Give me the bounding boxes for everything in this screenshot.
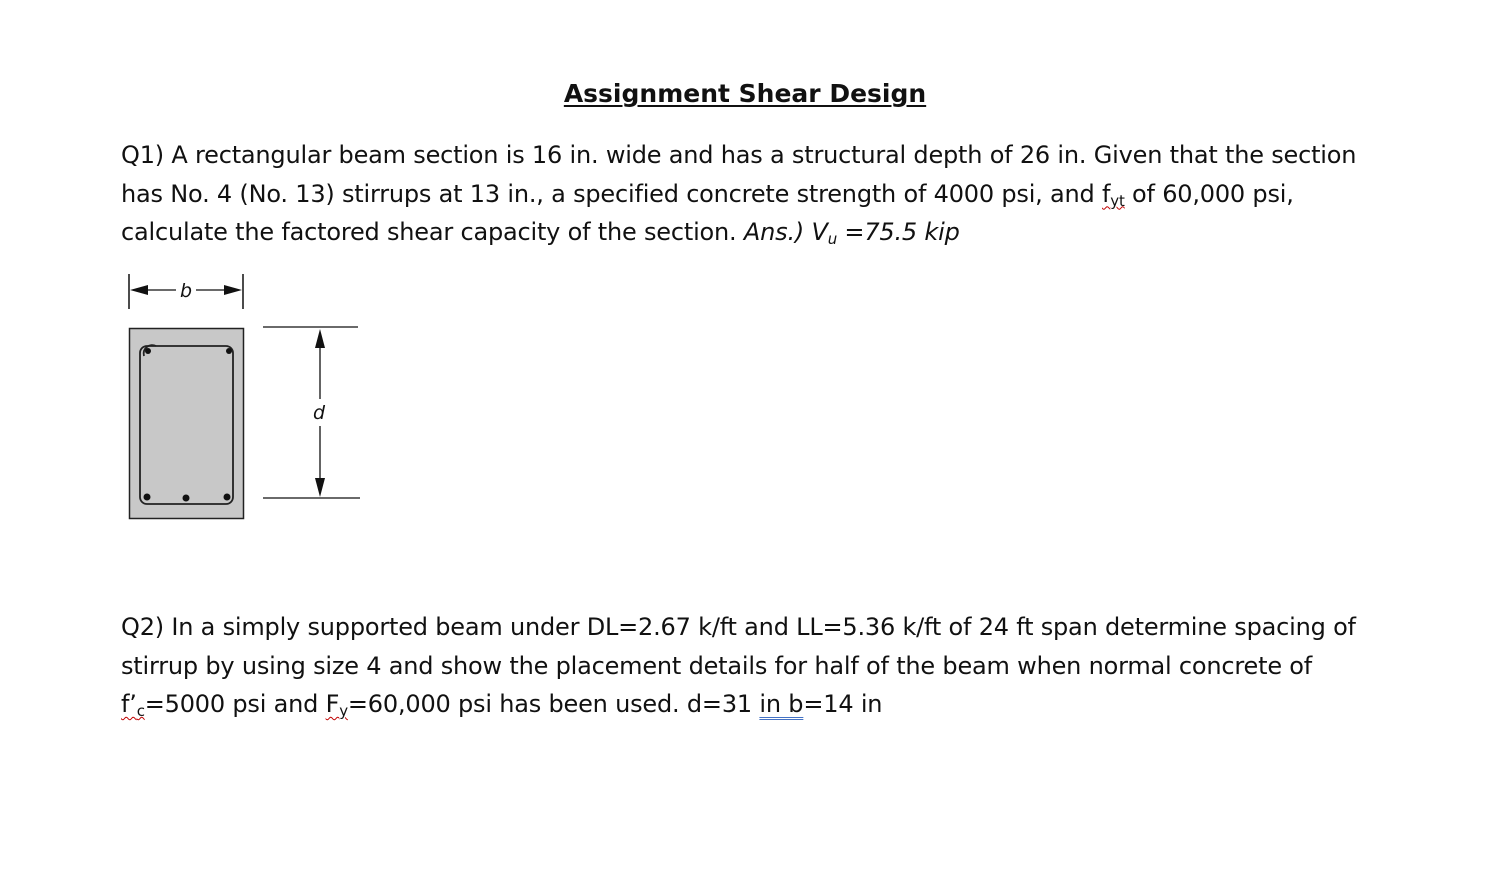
width-arrow-left-icon: [130, 285, 148, 295]
depth-label: d: [312, 402, 326, 424]
q1-line-3-text: calculate the factored shear capacity of the section.: [121, 218, 744, 246]
top-rebar-right: [226, 348, 232, 354]
fc-sub: c: [136, 702, 145, 720]
q2-line-3-a: =5000 psi and: [144, 690, 326, 718]
beam-concrete-section: [130, 329, 244, 519]
document-title: [0, 78, 1490, 110]
q1-line-2-text: has No. 4 (No. 13) stirrups at 13 in., a specified concrete strength of 4000 psi, and: [121, 179, 1103, 208]
q1-line-3: [121, 213, 1381, 252]
q2-line-2: stirrup by using size 4 and show the placement details for half of the beam when normal concrete of: [121, 651, 1313, 680]
answer-label: Ans.) V: [743, 218, 828, 246]
beam-section-figure: [120, 266, 370, 526]
fyt-main: f: [1102, 179, 1111, 208]
q2-line-3-c: =14 in: [803, 690, 883, 718]
document-title-text: Assignment Shear Design: [563, 79, 927, 108]
width-arrow-right-icon: [224, 285, 242, 295]
fc-main: f’: [121, 690, 137, 718]
answer-sub: u: [827, 230, 837, 248]
q2-line-3: [121, 685, 1381, 724]
depth-arrow-up-icon: [315, 329, 325, 348]
fyt-symbol: [1102, 180, 1125, 208]
q1-line-2: [121, 175, 1381, 214]
bottom-rebar-right: [224, 494, 231, 501]
question-2: [121, 608, 1381, 724]
q1-line-2-end: of 60,000 psi,: [1124, 179, 1294, 208]
top-rebar-left: [145, 348, 151, 354]
question-1: [121, 136, 1381, 252]
depth-arrow-down-icon: [315, 478, 325, 497]
fyt-sub: yt: [1110, 191, 1125, 210]
q1-answer: [744, 218, 960, 246]
fc-symbol: [121, 690, 145, 718]
answer-value: =75.5 kip: [837, 218, 960, 246]
q1-line-1: Q1) A rectangular beam section is 16 in. wide and has a structural depth of 26 in. Given that the section: [121, 141, 1357, 169]
q2-line-1: Q2) In a simply supported beam under DL=2.67 k/ft and LL=5.36 k/ft of 24 ft span determine spacing of: [121, 613, 1356, 641]
fy-symbol: [326, 690, 348, 718]
bottom-rebar-left: [144, 494, 151, 501]
fy-main: F: [325, 690, 340, 718]
fy-sub: y: [339, 702, 348, 720]
beam-section-diagram: [120, 266, 370, 526]
grammar-flag-in-b: in b: [759, 690, 804, 718]
width-label: b: [179, 280, 193, 302]
q2-line-3-b: =60,000 psi has been used. d=31: [347, 690, 760, 718]
bottom-rebar-middle: [183, 495, 190, 502]
